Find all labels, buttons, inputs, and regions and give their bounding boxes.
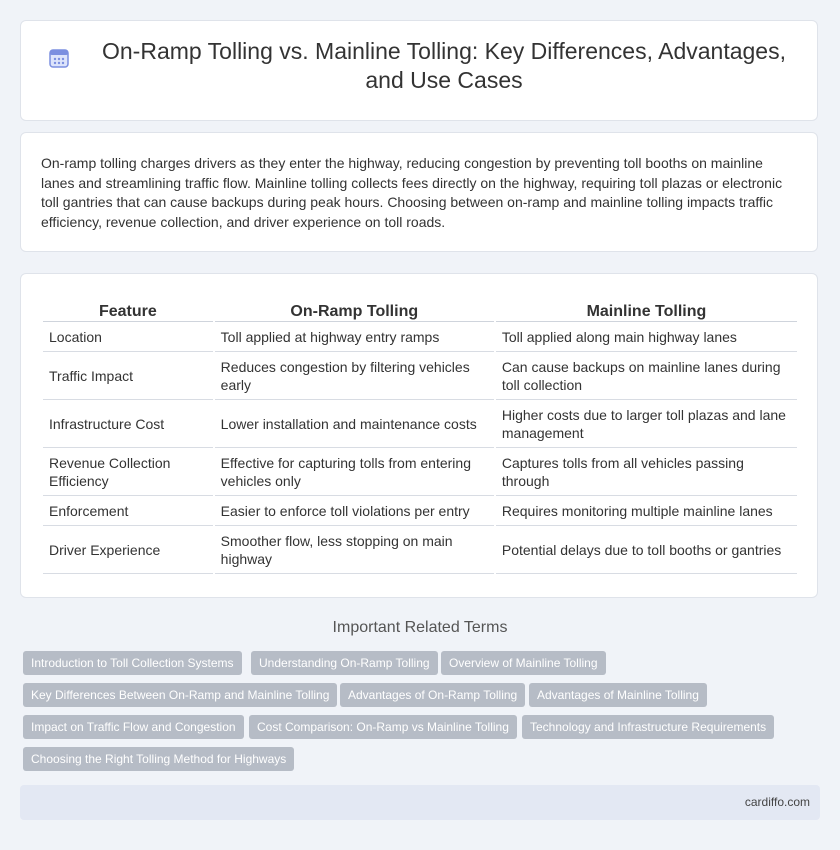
footer	[20, 785, 820, 820]
footer-site-name[interactable]: cardiffo.com	[744, 795, 810, 809]
table-row	[43, 526, 797, 574]
mainline-cell: Can cause backups on mainline lanes during toll collection	[496, 352, 797, 400]
on-ramp-cell: Toll applied at highway entry ramps	[215, 322, 494, 352]
related-term-tag[interactable]: Advantages of On-Ramp Tolling	[340, 683, 525, 707]
related-term-tag[interactable]: Advantages of Mainline Tolling	[529, 683, 707, 707]
feature-cell: Traffic Impact	[43, 352, 213, 400]
column-header-mainline: Mainline Tolling	[496, 294, 797, 322]
intro-paragraph: On-ramp tolling charges drivers as they enter the highway, reducing congestion by preventing toll booths on mainline lanes and streamlining traffic flow. Mainline tolling collects fees directly on the highway, requiring toll plazas or electronic toll gantries that can cause backups during peak hours. Choosing between on-ramp and mainline tolling impacts traffic efficiency, revenue collection, and driver experience on toll roads.	[41, 155, 783, 230]
related-terms-heading: Important Related Terms	[332, 619, 508, 636]
on-ramp-cell: Smoother flow, less stopping on main highway	[215, 526, 494, 574]
related-term-tag[interactable]: Technology and Infrastructure Requirements	[522, 715, 774, 739]
related-term-tag[interactable]: Overview of Mainline Tolling	[441, 651, 606, 675]
feature-cell: Revenue Collection Efficiency	[43, 448, 213, 496]
title-card	[20, 20, 818, 121]
on-ramp-cell: Reduces congestion by filtering vehicles early	[215, 352, 494, 400]
on-ramp-cell: Effective for capturing tolls from entering vehicles only	[215, 448, 494, 496]
column-header-feature: Feature	[43, 294, 213, 322]
mainline-cell: Higher costs due to larger toll plazas and lane management	[496, 400, 797, 448]
related-term-tag[interactable]: Impact on Traffic Flow and Congestion	[23, 715, 244, 739]
table-row	[43, 496, 797, 526]
related-term-tag[interactable]: Choosing the Right Tolling Method for Highways	[23, 747, 294, 771]
table-row	[43, 448, 797, 496]
table-row	[43, 322, 797, 352]
feature-cell: Location	[43, 322, 213, 352]
on-ramp-cell: Easier to enforce toll violations per entry	[215, 496, 494, 526]
feature-cell: Enforcement	[43, 496, 213, 526]
related-term-tag[interactable]: Key Differences Between On-Ramp and Mainline Tolling	[23, 683, 337, 707]
calendar-icon	[48, 47, 70, 69]
table-header-row	[43, 294, 797, 322]
mainline-cell: Requires monitoring multiple mainline lanes	[496, 496, 797, 526]
comparison-table	[41, 294, 799, 574]
intro-card	[20, 132, 818, 252]
table-row	[43, 400, 797, 448]
column-header-on-ramp: On-Ramp Tolling	[215, 294, 494, 322]
page-title: On-Ramp Tolling vs. Mainline Tolling: Key Differences, Advantages, and Use Cases	[102, 38, 786, 93]
feature-cell: Infrastructure Cost	[43, 400, 213, 448]
on-ramp-cell: Lower installation and maintenance costs	[215, 400, 494, 448]
related-term-tag[interactable]: Introduction to Toll Collection Systems	[23, 651, 242, 675]
mainline-cell: Toll applied along main highway lanes	[496, 322, 797, 352]
mainline-cell: Captures tolls from all vehicles passing through	[496, 448, 797, 496]
comparison-card	[20, 273, 818, 598]
related-term-tag[interactable]: Cost Comparison: On-Ramp vs Mainline Tolling	[249, 715, 517, 739]
table-row	[43, 352, 797, 400]
related-term-tag[interactable]: Understanding On-Ramp Tolling	[251, 651, 438, 675]
mainline-cell: Potential delays due to toll booths or gantries	[496, 526, 797, 574]
feature-cell: Driver Experience	[43, 526, 213, 574]
